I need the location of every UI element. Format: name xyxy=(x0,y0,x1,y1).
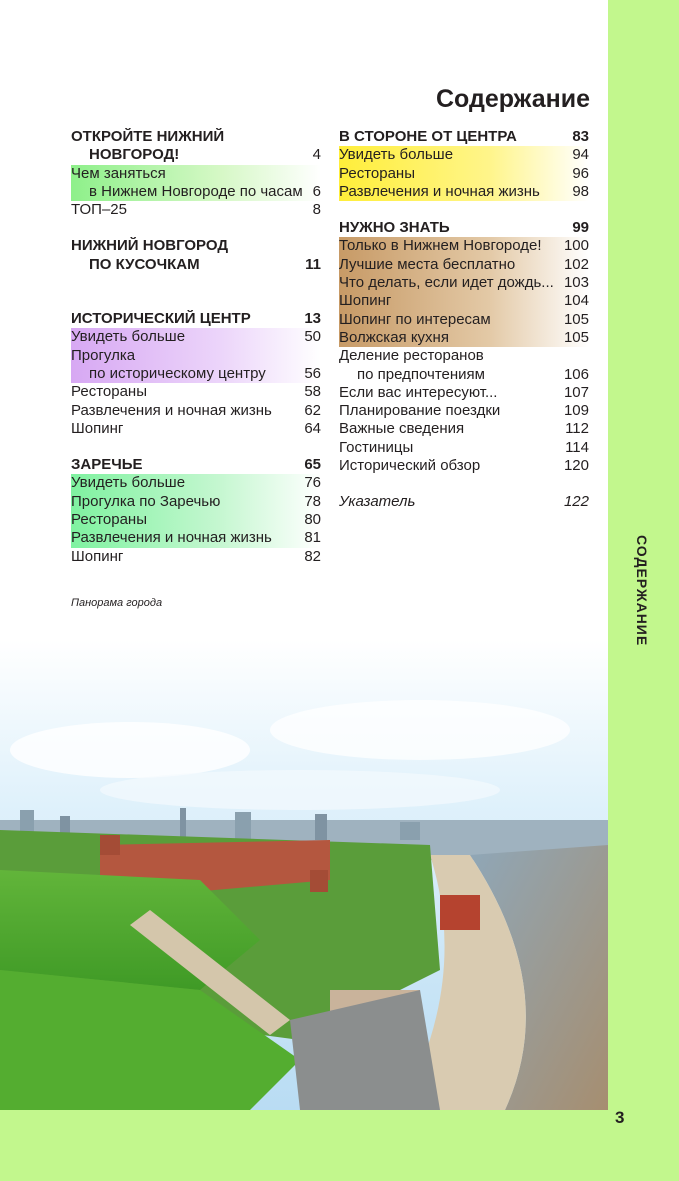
toc-entry[interactable] xyxy=(339,146,589,164)
toc-page-number: 64 xyxy=(304,419,321,437)
toc-page-number: 114 xyxy=(565,438,589,456)
toc-entry-text: Что делать, если идет дождь... xyxy=(339,274,554,292)
toc-entry-text: Увидеть больше xyxy=(71,328,186,346)
toc-entry[interactable] xyxy=(71,548,321,566)
toc-heading-text: ОТКРОЙТЕ НИЖНИЙ xyxy=(71,128,225,145)
toc-entry[interactable] xyxy=(339,329,589,347)
toc-highlight-block xyxy=(71,328,321,383)
toc-entry-text: Волжская кухня xyxy=(339,328,449,346)
toc-entry[interactable] xyxy=(71,420,321,438)
toc-entry[interactable] xyxy=(71,493,321,511)
toc-entry-text: по историческому центру xyxy=(89,364,266,382)
toc-section-outskirts xyxy=(339,128,589,201)
toc-entry[interactable] xyxy=(71,402,321,420)
toc-entry-text: Развлечения и ночная жизнь xyxy=(71,529,272,547)
toc-entry[interactable] xyxy=(339,457,589,475)
toc-entry-text: Только в Нижнем Новгороде! xyxy=(339,237,542,255)
toc-page-number: 100 xyxy=(563,237,589,255)
toc-page-number: 81 xyxy=(304,529,321,547)
toc-entry-text: Шопинг xyxy=(71,419,124,437)
toc-heading[interactable] xyxy=(71,128,321,146)
bottom-accent-bar xyxy=(0,1110,679,1181)
toc-entry-text: Увидеть больше xyxy=(71,474,186,492)
toc-section-zarechye xyxy=(71,456,321,566)
toc-page-number: 104 xyxy=(563,292,589,310)
toc-page-number: 120 xyxy=(563,457,589,475)
toc-index-entry[interactable] xyxy=(339,493,589,511)
toc-entry-text: Развлечения и ночная жизнь xyxy=(339,182,540,200)
toc-section-open-city xyxy=(71,128,321,219)
toc-entry[interactable] xyxy=(339,165,589,183)
toc-page-number: 8 xyxy=(312,201,321,219)
toc-heading[interactable] xyxy=(71,256,321,274)
toc-page-number: 102 xyxy=(563,255,589,273)
toc-entry[interactable] xyxy=(339,402,589,420)
toc-right-column xyxy=(339,128,589,512)
toc-page-number: 11 xyxy=(305,255,321,273)
toc-entry[interactable] xyxy=(339,237,589,255)
toc-page-number: 78 xyxy=(304,492,321,510)
toc-section-pieces xyxy=(71,237,321,274)
toc-highlight-block xyxy=(339,237,589,347)
toc-heading-text: НУЖНО ЗНАТЬ xyxy=(339,219,450,237)
toc-entry-text: Рестораны xyxy=(339,164,415,182)
toc-entry-text: Прогулка по Заречью xyxy=(71,492,221,510)
toc-page-number: 65 xyxy=(304,456,321,474)
toc-entry[interactable] xyxy=(71,474,321,492)
toc-entry[interactable] xyxy=(71,365,321,383)
toc-page-number: 4 xyxy=(312,146,321,164)
toc-page-number: 83 xyxy=(572,128,589,145)
toc-entry[interactable] xyxy=(339,366,589,384)
toc-page-number: 6 xyxy=(312,182,321,200)
toc-entry[interactable] xyxy=(71,347,321,365)
page-number: 3 xyxy=(615,1108,625,1127)
toc-entry-text: Шопинг xyxy=(71,547,124,565)
toc-entry-text: Деление ресторанов xyxy=(339,347,484,365)
toc-section-need-to-know xyxy=(339,219,589,475)
toc-page-number: 109 xyxy=(563,402,589,420)
toc-heading[interactable] xyxy=(339,219,589,237)
toc-page-number: 82 xyxy=(304,547,321,565)
toc-entry-text: Указатель xyxy=(339,493,416,511)
toc-left-column xyxy=(71,128,321,566)
toc-entry[interactable] xyxy=(71,165,321,202)
toc-entry-text: Развлечения и ночная жизнь xyxy=(71,401,272,419)
side-section-label: СОДЕРЖАНИЕ xyxy=(634,535,650,647)
toc-page-number: 103 xyxy=(563,274,589,292)
toc-entry-text: Рестораны xyxy=(71,511,147,529)
toc-page-number: 80 xyxy=(304,511,321,529)
toc-section-historic-center xyxy=(71,310,321,438)
toc-entry[interactable] xyxy=(339,274,589,292)
toc-entry-text: Лучшие места бесплатно xyxy=(339,255,516,273)
toc-entry-text: ТОП–25 xyxy=(71,201,127,219)
toc-page-number: 99 xyxy=(572,219,589,237)
toc-entry[interactable] xyxy=(339,256,589,274)
toc-heading-text: НИЖНИЙ НОВГОРОД xyxy=(71,237,229,255)
toc-entry-text: Чем заняться xyxy=(71,164,166,182)
toc-entry-text: Прогулка xyxy=(71,346,136,364)
toc-entry[interactable] xyxy=(71,328,321,346)
toc-heading-text: ПО КУСОЧКАМ xyxy=(89,255,200,273)
toc-entry-text: Планирование поездки xyxy=(339,402,501,420)
toc-heading-text: ЗАРЕЧЬЕ xyxy=(71,456,143,474)
toc-entry-text: Исторический обзор xyxy=(339,457,481,475)
toc-page-number: 96 xyxy=(572,164,589,182)
toc-heading[interactable] xyxy=(71,310,321,328)
toc-entry[interactable] xyxy=(71,511,321,529)
page-number-box xyxy=(597,1100,679,1181)
toc-page-number: 112 xyxy=(565,420,589,438)
toc-page-number: 94 xyxy=(572,146,589,164)
toc-entry[interactable] xyxy=(71,383,321,401)
photo-caption: Панорама города xyxy=(71,597,163,609)
toc-page-number: 13 xyxy=(304,310,321,328)
toc-heading[interactable] xyxy=(339,128,589,146)
toc-page-number: 98 xyxy=(572,182,589,200)
toc-page-number: 56 xyxy=(304,364,321,382)
city-panorama-image xyxy=(0,640,608,1110)
toc-entry-text: Шопинг xyxy=(339,292,392,310)
toc-highlight-block xyxy=(339,146,589,201)
toc-highlight-block xyxy=(71,474,321,547)
toc-page-number: 107 xyxy=(563,383,589,401)
toc-entry-text: по предпочтениям xyxy=(357,365,485,383)
page-title: Содержание xyxy=(435,85,590,113)
toc-entry[interactable] xyxy=(339,347,589,365)
toc-entry-text: в Нижнем Новгороде по часам xyxy=(89,182,303,200)
toc-entry-text: Если вас интересуют... xyxy=(339,383,498,401)
toc-entry[interactable] xyxy=(339,439,589,457)
toc-page-number: 105 xyxy=(563,310,589,328)
toc-entry-text: Важные сведения xyxy=(339,420,465,438)
toc-heading[interactable] xyxy=(71,237,321,255)
toc-page-number: 58 xyxy=(304,383,321,401)
toc-entry[interactable] xyxy=(71,529,321,547)
toc-entry-text: Шопинг по интересам xyxy=(339,310,491,328)
toc-entry[interactable] xyxy=(339,183,589,201)
toc-heading-text: В СТОРОНЕ ОТ ЦЕНТРА xyxy=(339,128,517,145)
toc-entry-text: Увидеть больше xyxy=(339,146,454,164)
toc-entry[interactable] xyxy=(339,311,589,329)
toc-entry-text: Рестораны xyxy=(71,383,147,401)
toc-page-number: 50 xyxy=(304,328,321,346)
toc-heading[interactable] xyxy=(71,456,321,474)
toc-page-number: 76 xyxy=(304,474,321,492)
toc-entry[interactable] xyxy=(339,420,589,438)
toc-heading[interactable] xyxy=(71,146,321,164)
toc-entry-text: Гостиницы xyxy=(339,438,414,456)
toc-page-number: 122 xyxy=(563,493,589,511)
toc-entry[interactable] xyxy=(339,292,589,310)
toc-page-number: 106 xyxy=(563,365,589,383)
toc-heading-text: НОВГОРОД! xyxy=(89,146,180,164)
toc-page-number: 105 xyxy=(563,328,589,346)
toc-page-number: 62 xyxy=(304,401,321,419)
toc-heading-text: ИСТОРИЧЕСКИЙ ЦЕНТР xyxy=(71,310,251,328)
toc-entry[interactable] xyxy=(339,384,589,402)
toc-entry[interactable] xyxy=(71,201,321,219)
